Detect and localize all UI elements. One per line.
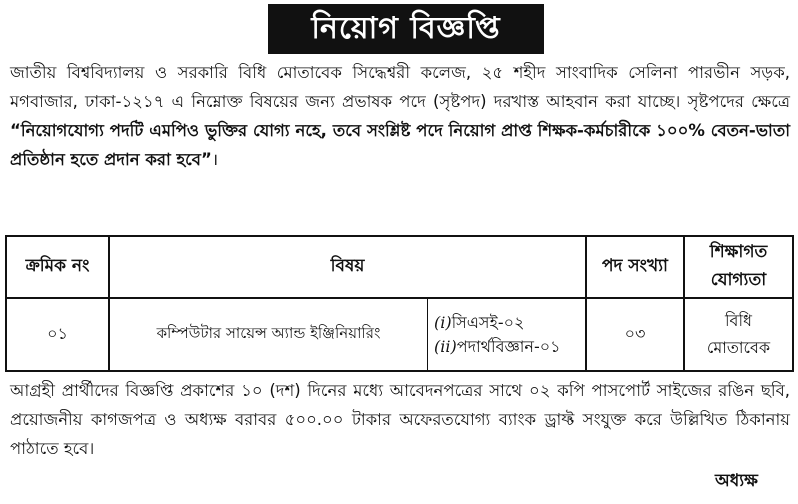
notice-title: নিয়োগ বিজ্ঞপ্তি [268, 4, 544, 54]
row-serial: ০১ [47, 324, 68, 343]
footer-paragraph: আগ্রহী প্রার্থীদের বিজ্ঞপ্তি প্রকাশের ১০ (দশ) দিনের মধ্যে আবেদনপত্রের সাথে ০২ কপি পাসপোর্ট সাইজের রঙিন ছবি, প্রয়োজনীয় কাগজপত্র ও অধ্যক্ষ বরাবর ৫০০.০০ টাকার অফেরতযোগ্য ব্যাংক ড্রাফ্ট সংযুক্ত করে উল্লিখিত ঠিকানায় পাঠাতে হবে। [10, 381, 790, 458]
row-subject-breakdown [428, 299, 585, 370]
intro-text: জাতীয় বিশ্ববিদ্যালয় ও সরকারি বিধি মোতাবেক সিদ্ধেশ্বরী কলেজ, ২৫ শহীদ সাংবাদিক সেলিনা পারভীন সড়ক, মগবাজার, ঢাকা-১২১৭ এ নিম্নোক্ত বিষয়ের জন্য প্রভাষক পদে (সৃষ্টপদ) দরখাস্ত আহবান করা যাচ্ছে। সৃষ্টপদের ক্ষেত্রে [10, 63, 790, 111]
intro-emphasis: “নিয়োগযোগ্য পদটি এমপিও ভুক্তির যোগ্য নহে, তবে সংশ্লিষ্ট পদে নিয়োগ প্রাপ্ত শিক্ষক-কর্মচারীকে ১০০% বেতন-ভাতা প্রতিষ্ঠান হতে প্রদান করা হবে” [10, 121, 790, 169]
row-posts: ০৩ [624, 324, 646, 343]
signature: অধ্যক্ষ [715, 471, 758, 491]
header-posts: পদ সংখ্যা [602, 256, 668, 276]
intro-tail: । [211, 150, 219, 169]
intro-paragraph [10, 58, 790, 174]
breakdown-item: (i)সিএসই-০২ [434, 312, 525, 332]
header-serial: ক্রমিক নং [25, 256, 90, 276]
row-subject: কম্পিউটার সায়েন্স অ্যান্ড ইঞ্জিনিয়ারিং [156, 324, 381, 342]
header-subject: বিষয় [330, 256, 365, 276]
breakdown-item: (ii)পদার্থবিজ্ঞান-০১ [434, 336, 561, 356]
row-qualification: বিধি মোতাবেক [706, 310, 771, 357]
vacancy-table [5, 235, 794, 372]
header-qualification: শিক্ষাগত যোগ্যতা [709, 242, 768, 290]
